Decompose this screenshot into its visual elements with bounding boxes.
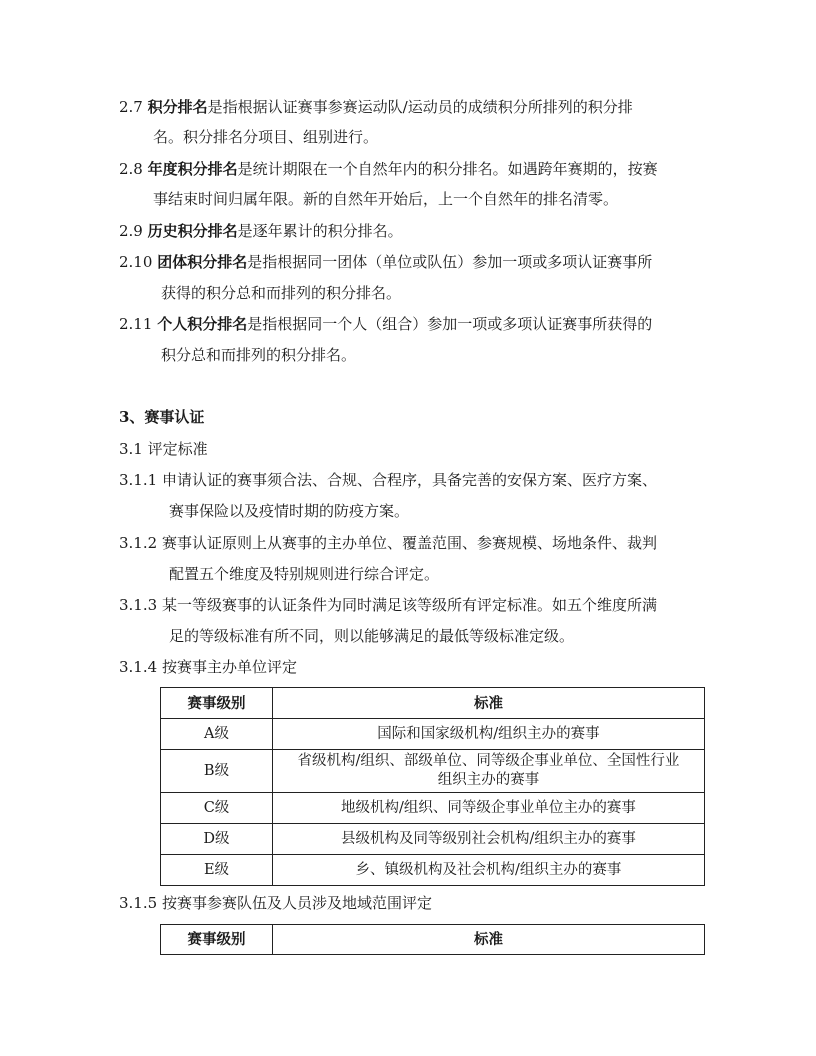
definition-2-8-cont: 事结束时间归属年限。新的自然年开始后，上一个自然年的排名清零。 <box>153 190 619 208</box>
term: 个人积分排名 <box>157 315 248 333</box>
item-3-1-1 <box>119 470 657 490</box>
item-text: 赛事认证原则上从赛事的主办单位、覆盖范围、参赛规模、场地条件、裁判 <box>161 534 657 552</box>
level-cell: C级 <box>161 793 273 824</box>
item-3-1-2 <box>119 533 657 553</box>
definition-2-11-cont: 积分总和而排列的积分排名。 <box>161 346 357 364</box>
item-number: 3.1.5 <box>119 894 158 912</box>
definition-2-10 <box>119 252 652 272</box>
section-number: 2.7 <box>119 98 143 116</box>
level-cell: A级 <box>161 719 273 750</box>
item-number: 3.1.1 <box>119 471 158 489</box>
term: 积分排名 <box>147 98 208 116</box>
item-3-1-3 <box>119 595 657 615</box>
item-3-1-3-cont: 足的等级标准有所不同，则以能够满足的最低等级标准定级。 <box>169 627 575 645</box>
header-standard: 标准 <box>273 925 705 955</box>
section-number: 2.8 <box>119 160 143 178</box>
table-row <box>161 750 705 793</box>
section-number: 2.11 <box>119 315 153 333</box>
definition-2-7-cont: 名。积分排名分项目、组别进行。 <box>153 128 379 146</box>
standard-cell <box>273 750 705 793</box>
standard-cell: 地级机构/组织、同等级企事业单位主办的赛事 <box>273 793 705 824</box>
standard-line: 省级机构/组织、部级单位、同等级企事业单位、全国性行业 <box>297 753 680 769</box>
region-standard-table <box>160 924 705 955</box>
term: 团体积分排名 <box>157 253 248 271</box>
term: 年度积分排名 <box>147 160 238 178</box>
item-text: 按赛事主办单位评定 <box>161 658 297 676</box>
table-row <box>161 719 705 750</box>
item-3-1-2-cont: 配置五个维度及特别规则进行综合评定。 <box>169 565 440 583</box>
definition-2-8 <box>119 159 658 179</box>
section-heading: 3、赛事认证 <box>119 408 205 426</box>
header-standard: 标准 <box>273 688 705 719</box>
table-header-row <box>161 688 705 719</box>
table-header-row <box>161 925 705 955</box>
item-3-1-4 <box>119 657 297 677</box>
definition-text: 是指根据认证赛事参赛运动队/运动员的成绩积分所排列的积分排 <box>207 98 633 116</box>
item-number: 3.1.4 <box>119 658 158 676</box>
definition-text: 是统计期限在一个自然年内的积分排名。如遇跨年赛期的，按赛 <box>237 160 658 178</box>
definition-2-10-cont: 获得的积分总和而排列的积分排名。 <box>161 284 402 302</box>
item-text: 申请认证的赛事须合法、合规、合程序，具备完善的安保方案、医疗方案、 <box>161 471 657 489</box>
standard-cell: 国际和国家级机构/组织主办的赛事 <box>273 719 705 750</box>
level-cell: B级 <box>161 750 273 793</box>
item-text: 某一等级赛事的认证条件为同时满足该等级所有评定标准。如五个维度所满 <box>161 596 657 614</box>
header-level: 赛事级别 <box>161 925 273 955</box>
term: 历史积分排名 <box>147 222 238 240</box>
header-level: 赛事级别 <box>161 688 273 719</box>
table-row <box>161 824 705 855</box>
definition-2-7 <box>119 97 633 117</box>
table-row <box>161 793 705 824</box>
item-3-1-1-cont: 赛事保险以及疫情时期的防疫方案。 <box>169 502 410 520</box>
standard-cell: 乡、镇级机构及社会机构/组织主办的赛事 <box>273 855 705 886</box>
standard-cell: 县级机构及同等级别社会机构/组织主办的赛事 <box>273 824 705 855</box>
organizer-standard-table <box>160 687 705 886</box>
definition-text: 是指根据同一个人（组合）参加一项或多项认证赛事所获得的 <box>247 315 653 333</box>
level-cell: D级 <box>161 824 273 855</box>
section-number: 2.10 <box>119 253 153 271</box>
definition-2-9 <box>119 221 403 241</box>
level-cell: E级 <box>161 855 273 886</box>
standard-line: 组织主办的赛事 <box>437 772 540 788</box>
item-number: 3.1.2 <box>119 534 158 552</box>
definition-text: 是指根据同一团体（单位或队伍）参加一项或多项认证赛事所 <box>247 253 653 271</box>
definition-2-11 <box>119 314 652 334</box>
subsection-3-1: 3.1 评定标准 <box>119 440 208 458</box>
item-text: 按赛事参赛队伍及人员涉及地域范围评定 <box>161 894 432 912</box>
item-number: 3.1.3 <box>119 596 158 614</box>
table-row <box>161 855 705 886</box>
definition-text: 是逐年累计的积分排名。 <box>237 222 403 240</box>
section-number: 2.9 <box>119 222 143 240</box>
item-3-1-5 <box>119 893 432 913</box>
